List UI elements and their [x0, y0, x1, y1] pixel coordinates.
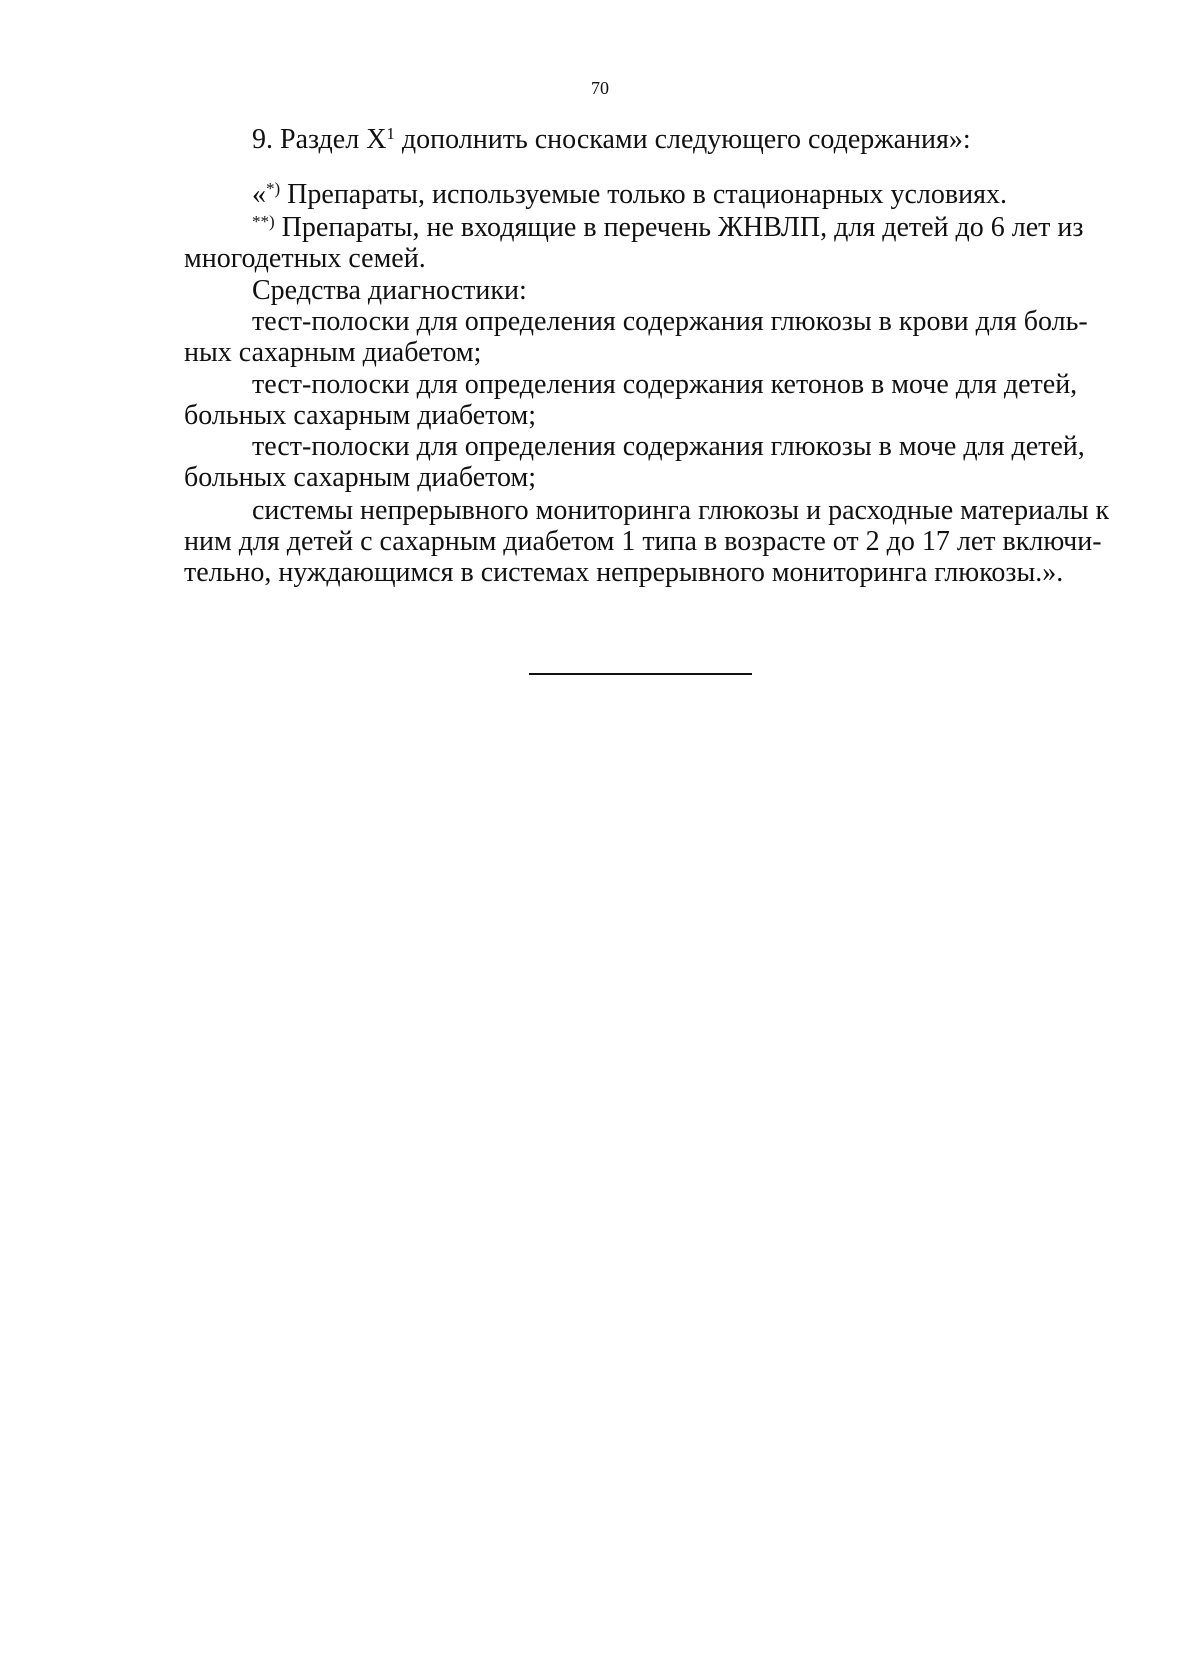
item-1-line-2: ных сахарным диабетом; [184, 337, 482, 368]
closing-divider [529, 673, 752, 675]
footnote-marker-single: *) [266, 179, 281, 198]
diagnostics-heading: Средства диагностики: [252, 275, 527, 306]
footnote-marker-double: **) [252, 212, 275, 231]
item-4-line-1: системы непрерывного мониторинга глюкозы и расходные материалы к [252, 495, 1110, 526]
item-1-line-1: тест-полоски для определения содержания глюкозы в крови для боль- [252, 306, 1088, 337]
footnote-double-asterisk-line-1 [252, 214, 1083, 242]
footnote-double-asterisk-line-2: многодетных семей. [184, 243, 426, 274]
open-quote: « [252, 179, 266, 210]
item-3-line-1: тест-полоски для определения содержания глюкозы в моче для детей, [252, 431, 1085, 462]
footnote-single-asterisk [252, 181, 1007, 209]
section-heading-text: 9. Раздел X [252, 124, 387, 155]
section-heading-text-continued: дополнить сносками следующего содержания»: [394, 124, 971, 155]
footnote-double-text: Препараты, не входящие в перечень ЖНВЛП, для детей до 6 лет из [274, 212, 1084, 243]
item-4-line-3: тельно, нуждающимся в системах непрерывного мониторинга глюкозы.». [184, 557, 1064, 588]
item-3-line-2: больных сахарным диабетом; [184, 462, 536, 493]
section-heading [252, 126, 971, 154]
page-number: 70 [591, 78, 609, 98]
item-2-line-1: тест-полоски для определения содержания кетонов в моче для детей, [252, 369, 1078, 400]
item-2-line-2: больных сахарным диабетом; [184, 400, 536, 431]
item-4-line-2: ним для детей с сахарным диабетом 1 типа в возрасте от 2 до 17 лет включи- [184, 526, 1102, 557]
section-superscript: 1 [386, 124, 395, 143]
footnote-single-text: Препараты, используемые только в стационарных условиях. [280, 179, 1007, 210]
